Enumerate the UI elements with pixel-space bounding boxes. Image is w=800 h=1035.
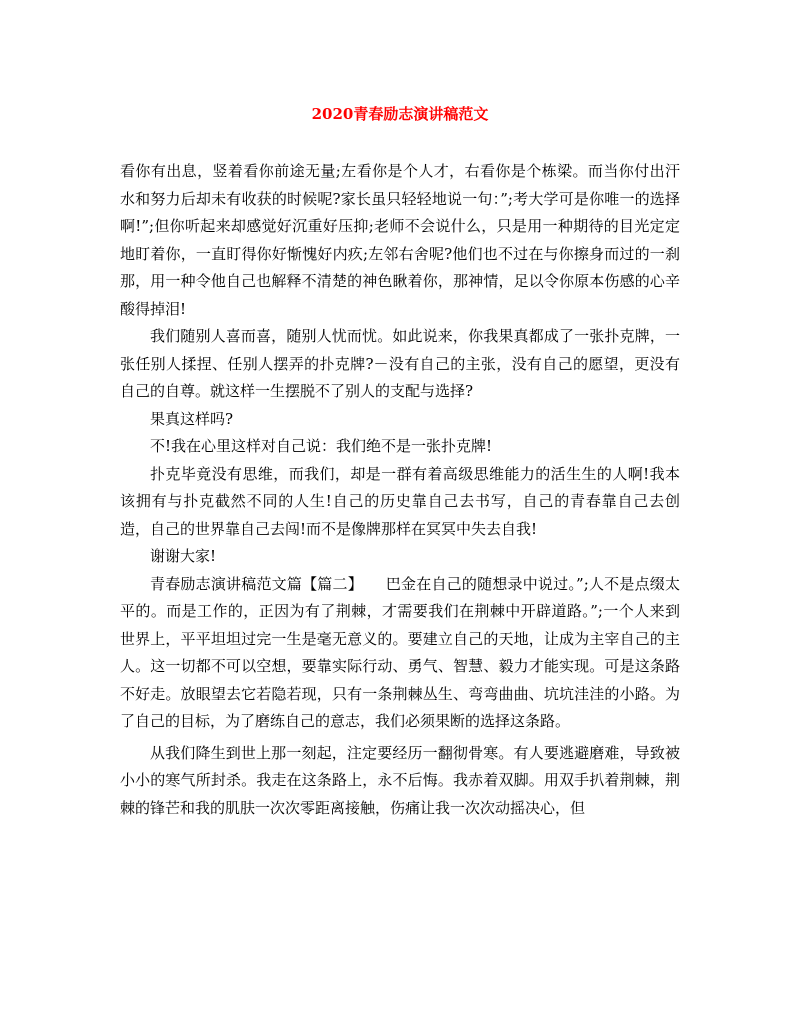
paragraph: 谢谢大家! bbox=[150, 547, 217, 565]
paragraph: 扑克毕竟没有思维，而我们，却是一群有着高级思维能力的活生生的人啊!我本该拥有与扑克截然不同的人生!自己的历史靠自己去书写，自己的青春靠自己去创造，自己的世界靠自己去闯!而不是像牌那样在冥冥中失去自我! bbox=[120, 464, 680, 538]
paragraph: 果真这样吗? bbox=[150, 409, 234, 428]
paragraph: 青春励志演讲稿范文篇【篇二】 巴金在自己的随想录中说过。”;人不是点缀太平的。而是工作的，正因为有了荆棘，才需要我们在荆棘中开辟道路。”;一个人来到世界上，平平坦坦过完一生是毫无意义的。要建立自己的天地，让成为主宰自己的主人。这一切都不可以空想，要靠实际行动、勇气、智慧、毅力才能实现。可是这条路不好走。放眼望去它若隐若现，只有一条荆棘丛生、弯弯曲曲、坑坑洼洼的小路。为了自己的目标，为了磨练自己的意志，我们必须果断的选择这条路。 bbox=[120, 574, 680, 730]
paragraph: 从我们降生到世上那一刻起，注定要经历一翻彻骨寒。有人要逃避磨难，导致被小小的寒气所封杀。我走在这条路上，永不后悔。我赤着双脚。用双手扒着荆棘，荆棘的锋芒和我的肌肤一次次零距离接触，伤痛让我一次次动摇决心，但 bbox=[120, 743, 680, 817]
document-title: 2020青春励志演讲稿范文 bbox=[311, 105, 489, 123]
document-body bbox=[120, 158, 680, 822]
paragraph: 不!我在心里这样对自己说：我们绝不是一张扑克牌! bbox=[150, 437, 493, 455]
paragraph: 我们随别人喜而喜，随别人忧而忧。如此说来，你我果真都成了一张扑克牌，一张任别人揉捏、任别人摆弄的扑克牌?－没有自己的主张，没有自己的愿望，更没有自己的自尊。就这样一生摆脱不了别人的支配与选择? bbox=[120, 327, 680, 400]
paragraph: 看你有出息，竖着看你前途无量;左看你是个人才，右看你是个栋梁。而当你付出汗水和努力后却未有收获的时候呢?家长虽只轻轻地说一句：”;考大学可是你唯一的选择啊!”;但你听起来却感觉好沉重好压抑;老师不会说什么，只是用一种期待的目光定定地盯着你，一直盯得你好惭愧好内疚;左邻右舍呢?他们也不过在与你擦身而过的一刹那，用一种令他自己也解释不清楚的神色瞅着你，那神情，足以令你原本伤感的心辛酸得掉泪! bbox=[120, 162, 680, 318]
